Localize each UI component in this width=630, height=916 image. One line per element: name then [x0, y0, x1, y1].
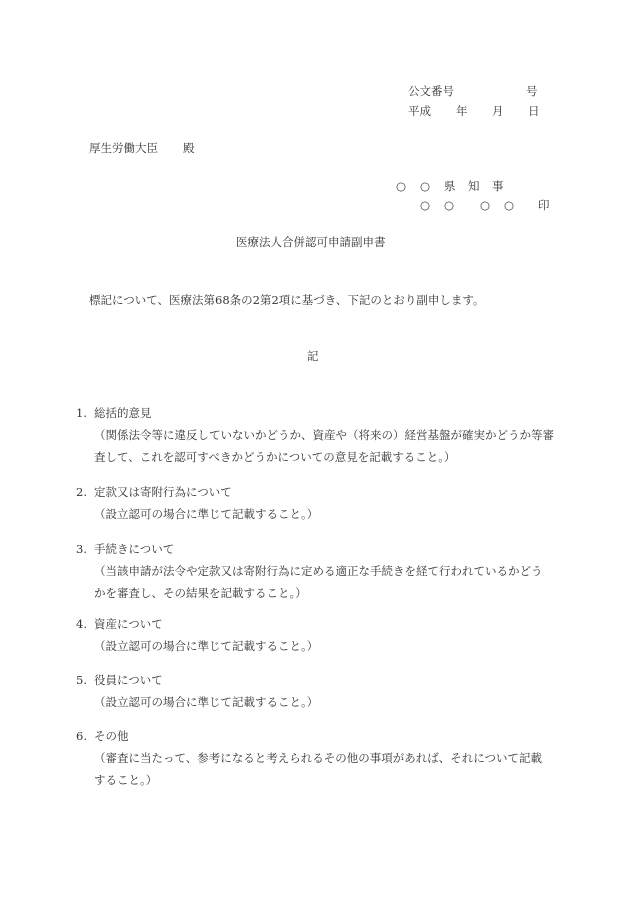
item-heading: 役員について: [94, 673, 163, 687]
item-heading: 定款又は寄附行為について: [94, 485, 232, 499]
item-number: 5.: [76, 673, 87, 687]
sender-placeholder-2: ○: [420, 179, 431, 193]
item-note-line: （当該申請が法令や定款又は寄附行為に定める適正な手続きを経て行われているかどう: [94, 564, 543, 578]
sender-name-placeholder-4: ○: [504, 198, 515, 212]
seal-mark: 印: [538, 198, 550, 212]
document-number-label: 公文番号: [408, 84, 454, 98]
item-note-line: （関係法令等に違反していないかどうか、資産や（将来の）経営基盤が確実かどうか等審: [94, 428, 554, 442]
item-note-line: すること。）: [94, 773, 158, 787]
addressee-honorific: 殿: [183, 141, 195, 155]
sender-name-placeholder-1: ○: [420, 198, 431, 212]
sender-char-prefecture: 県: [444, 179, 456, 193]
document-title: 医療法人合併認可申請副申書: [236, 235, 386, 249]
intro-paragraph: 標記について、医療法第68条の2第2項に基づき、下記のとおり副申します。: [89, 293, 485, 307]
sender-placeholder-1: ○: [396, 179, 407, 193]
item-heading: 総括的意見: [94, 406, 152, 420]
item-heading: 手続きについて: [94, 542, 175, 556]
date-year-label: 年: [456, 104, 468, 118]
ki-heading: 記: [307, 349, 319, 363]
sender-name-placeholder-3: ○: [480, 198, 491, 212]
item-note-line: （設立認可の場合に準じて記載すること。）: [94, 507, 319, 521]
item-number: 4.: [76, 617, 87, 631]
item-note-line: （設立認可の場合に準じて記載すること。）: [94, 695, 319, 709]
addressee-name: 厚生労働大臣: [89, 141, 158, 155]
item-number: 2.: [76, 485, 87, 499]
item-number: 3.: [76, 542, 87, 556]
item-number: 6.: [76, 729, 87, 743]
item-note-line: かを審査し、その結果を記載すること。）: [94, 586, 307, 600]
date-month-label: 月: [492, 104, 504, 118]
sender-char-governor-1: 知: [468, 179, 480, 193]
item-number: 1.: [76, 406, 87, 420]
item-heading: 資産について: [94, 617, 163, 631]
item-note-line: 査して、これを認可すべきかどうかについての意見を記載すること。）: [94, 450, 456, 464]
item-heading: その他: [94, 729, 129, 743]
date-day-label: 日: [528, 104, 540, 118]
document-number-suffix: 号: [526, 84, 538, 98]
sender-char-governor-2: 事: [492, 179, 504, 193]
sender-name-placeholder-2: ○: [444, 198, 455, 212]
item-note-line: （審査に当たって、参考になると考えられるその他の事項があれば、それについて記載: [94, 751, 543, 765]
item-note-line: （設立認可の場合に準じて記載すること。）: [94, 639, 319, 653]
date-era: 平成: [408, 104, 431, 118]
